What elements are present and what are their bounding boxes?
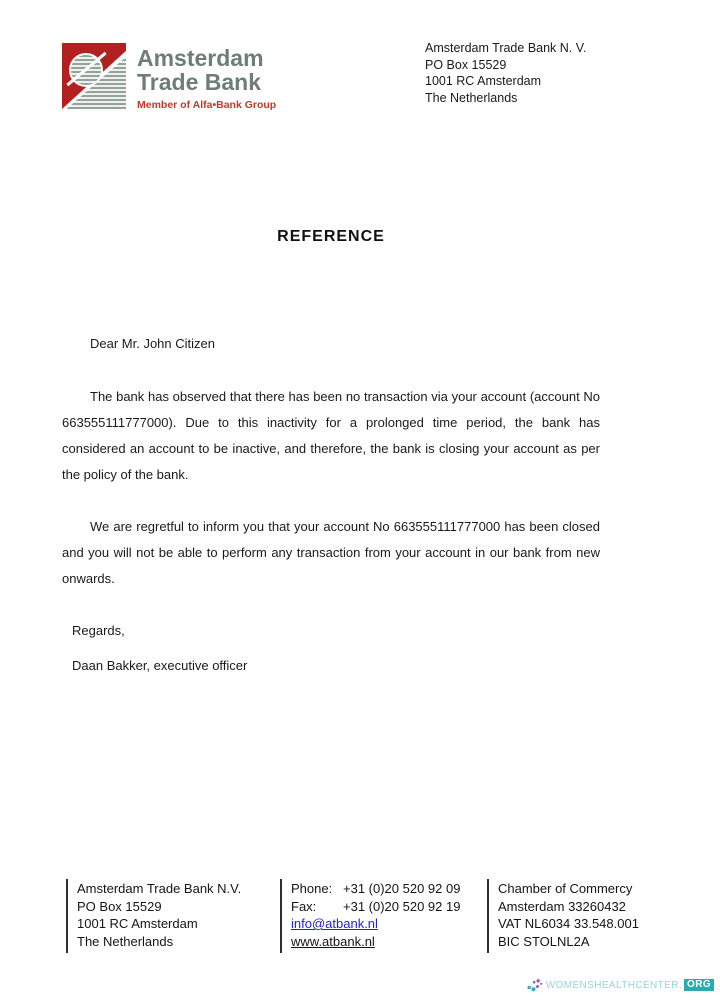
fax-row (291, 898, 487, 916)
watermark-dots-icon (527, 978, 544, 992)
watermark-org-badge: ORG (684, 979, 714, 991)
phone-label: Phone: (291, 881, 333, 896)
footer-registration-line: VAT NL6034 33.548.001 (498, 916, 639, 931)
watermark-link[interactable] (527, 978, 714, 992)
paragraph-2: We are regretful to inform you that your account No 663555111777000 has been closed and you will not be able to perform any transaction from your account in our bank from new onwards. (62, 519, 600, 586)
header-address-line: 1001 RC Amsterdam (425, 74, 542, 88)
footer-contact-column (280, 879, 487, 953)
website-link[interactable]: www.atbank.nl (291, 933, 375, 949)
closing: Regards, (72, 623, 125, 638)
footer-address-column (66, 879, 280, 953)
bank-logo (62, 43, 276, 111)
header-address-line: PO Box 15529 (425, 57, 507, 72)
header-address-line: The Netherlands (425, 90, 518, 105)
footer-registration-line: Chamber of Commercy (498, 881, 633, 896)
bank-logo-icon (62, 43, 126, 109)
paragraph-1: The bank has observed that there has been no transaction via your account (account No 663555111777000). Due to this inactivity for a prolonged time period, the bank has considered an account to be inactive, and therefore, the bank is closing your account as per the policy of the bank. (62, 389, 600, 482)
salutation: Dear Mr. John Citizen (90, 336, 215, 351)
footer-registration-line: Amsterdam 33260432 (498, 898, 626, 914)
fax-label: Fax: (291, 898, 317, 914)
phone-number: +31 (0)20 520 92 09 (343, 881, 461, 896)
footer-address-line: Amsterdam Trade Bank N.V. (77, 881, 242, 896)
fax-number: +31 (0)20 520 92 19 (343, 898, 461, 914)
email-link[interactable]: info@atbank.nl (291, 916, 378, 931)
header-address-line: Amsterdam Trade Bank N. V. (425, 41, 587, 55)
footer-address-line: 1001 RC Amsterdam (77, 916, 198, 931)
logo-tagline: Member of Alfa•Bank Group (137, 99, 277, 111)
phone-row (291, 880, 487, 898)
logo-name-line1: Amsterdam (137, 45, 264, 71)
letter-title: REFERENCE (277, 228, 385, 245)
footer-address-line: The Netherlands (77, 933, 174, 949)
signature: Daan Bakker, executive officer (72, 658, 248, 673)
letter-body (62, 331, 600, 679)
watermark-text: WOMENSHEALTHCENTER. (545, 979, 683, 991)
footer-registration-column (487, 879, 667, 953)
bank-logo-text (137, 43, 276, 111)
footer-registration-line: BIC STOLNL2A (498, 933, 590, 949)
footer-address-line: PO Box 15529 (77, 898, 162, 914)
logo-name-line2: Trade Bank (137, 69, 261, 95)
footer (66, 879, 667, 953)
header-address-block (425, 40, 586, 106)
